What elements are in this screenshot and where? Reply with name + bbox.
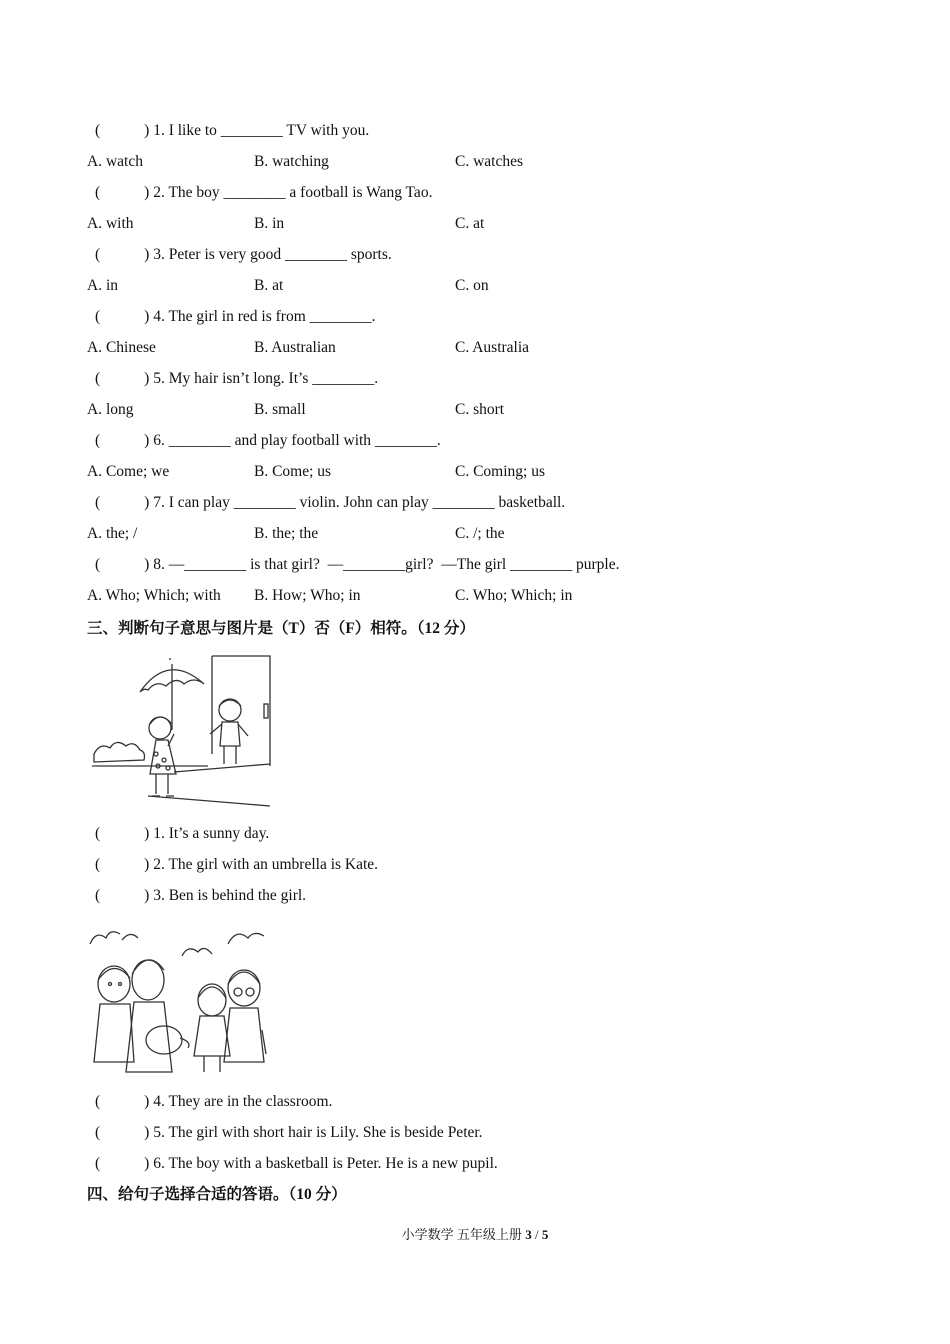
option-b[interactable]: B. Come; us xyxy=(254,463,332,480)
true-false-item xyxy=(95,824,269,844)
option-a[interactable]: A. in xyxy=(87,277,118,294)
true-false-item xyxy=(95,1092,332,1112)
answer-paren-open[interactable]: ( xyxy=(95,246,101,263)
section-3-heading: 三、判断句子意思与图片是（T）否（F）相符。（12 分） xyxy=(87,620,475,637)
answer-paren-close: ) xyxy=(144,556,150,573)
option-a[interactable]: A. long xyxy=(87,401,134,418)
question-stem xyxy=(95,431,441,451)
question-text: 1. I like to ________ TV with you. xyxy=(153,122,370,139)
answer-paren-open[interactable]: ( xyxy=(95,308,101,325)
answer-paren-close: ) xyxy=(144,370,150,387)
option-a[interactable]: A. Who; Which; with xyxy=(87,587,221,604)
footer-page-number: 3 xyxy=(525,1227,532,1242)
question-text: 7. I can play ________ violin. John can play ________ basketball. xyxy=(153,494,566,511)
option-a[interactable]: A. the; / xyxy=(87,525,138,542)
option-b[interactable]: B. small xyxy=(254,401,306,418)
answer-paren-close: ) xyxy=(144,1124,154,1141)
option-c[interactable]: C. watches xyxy=(455,153,524,170)
option-a[interactable]: A. with xyxy=(87,215,134,232)
option-c[interactable]: C. Who; Which; in xyxy=(455,587,573,604)
answer-paren-open[interactable]: ( xyxy=(95,556,101,573)
true-false-item xyxy=(95,886,306,906)
answer-paren-open[interactable]: ( xyxy=(95,432,101,449)
question-text: 4. The girl in red is from ________. xyxy=(153,308,376,325)
option-b[interactable]: B. at xyxy=(254,277,284,294)
statement-text: 6. The boy with a basketball is Peter. He is a new pupil. xyxy=(153,1155,498,1172)
page-footer xyxy=(0,1226,950,1244)
option-b[interactable]: B. in xyxy=(254,215,285,232)
statement-text: 3. Ben is behind the girl. xyxy=(153,887,307,904)
illustration-children-scene xyxy=(86,922,272,1074)
answer-paren-close: ) xyxy=(144,494,150,511)
statement-text: 2. The girl with an umbrella is Kate. xyxy=(153,856,379,873)
option-b[interactable]: B. the; the xyxy=(254,525,319,542)
answer-paren-close: ) xyxy=(144,1155,154,1172)
footer-subject: 小学数学 五年级上册 xyxy=(401,1227,526,1242)
answer-paren-open[interactable]: ( xyxy=(95,494,101,511)
answer-paren-close: ) xyxy=(144,825,154,842)
answer-paren-open[interactable]: ( xyxy=(95,887,101,904)
answer-paren-close: ) xyxy=(144,856,154,873)
question-stem xyxy=(95,121,369,141)
question-text: 8. —________ is that girl? —________girl? —The girl ________ purple. xyxy=(153,556,620,573)
statement-text: 5. The girl with short hair is Lily. She is beside Peter. xyxy=(153,1124,483,1141)
question-stem xyxy=(95,307,376,327)
question-text: 6. ________ and play football with ________. xyxy=(153,432,441,449)
option-a[interactable]: A. Chinese xyxy=(87,339,156,356)
question-text: 2. The boy ________ a football is Wang Tao. xyxy=(153,184,433,201)
answer-paren-close: ) xyxy=(144,1093,154,1110)
true-false-item xyxy=(95,1154,498,1174)
footer-separator: / xyxy=(531,1227,542,1242)
answer-paren-close: ) xyxy=(144,887,154,904)
answer-paren-close: ) xyxy=(144,308,150,325)
answer-paren-open[interactable]: ( xyxy=(95,825,101,842)
statement-text: 4. They are in the classroom. xyxy=(153,1093,333,1110)
option-c[interactable]: C. short xyxy=(455,401,505,418)
answer-paren-close: ) xyxy=(144,246,150,263)
footer-total-pages: 5 xyxy=(541,1227,549,1242)
option-c[interactable]: C. on xyxy=(455,277,489,294)
answer-paren-open[interactable]: ( xyxy=(95,856,101,873)
question-stem xyxy=(95,183,432,203)
option-c[interactable]: C. Australia xyxy=(455,339,530,356)
question-stem xyxy=(95,555,619,575)
answer-paren-close: ) xyxy=(144,122,150,139)
answer-paren-open[interactable]: ( xyxy=(95,1155,101,1172)
question-text: 3. Peter is very good ________ sports. xyxy=(153,246,392,263)
statement-text: 1. It’s a sunny day. xyxy=(153,825,270,842)
answer-paren-open[interactable]: ( xyxy=(95,370,101,387)
section-4-heading: 四、给句子选择合适的答语。（10 分） xyxy=(87,1186,347,1203)
option-b[interactable]: B. How; Who; in xyxy=(254,587,361,604)
answer-paren-open[interactable]: ( xyxy=(95,122,101,139)
true-false-item xyxy=(95,855,378,875)
answer-paren-close: ) xyxy=(144,432,150,449)
question-stem xyxy=(95,493,565,513)
question-stem xyxy=(95,369,378,389)
answer-paren-open[interactable]: ( xyxy=(95,1093,101,1110)
question-stem xyxy=(95,245,392,265)
option-b[interactable]: B. watching xyxy=(254,153,329,170)
option-b[interactable]: B. Australian xyxy=(254,339,336,356)
option-c[interactable]: C. Coming; us xyxy=(455,463,546,480)
option-a[interactable]: A. Come; we xyxy=(87,463,170,480)
option-a[interactable]: A. watch xyxy=(87,153,143,170)
true-false-item xyxy=(95,1123,483,1143)
illustration-umbrella-scene xyxy=(88,654,272,810)
answer-paren-open[interactable]: ( xyxy=(95,1124,101,1141)
answer-paren-close: ) xyxy=(144,184,150,201)
option-c[interactable]: C. at xyxy=(455,215,485,232)
option-c[interactable]: C. /; the xyxy=(455,525,505,542)
answer-paren-open[interactable]: ( xyxy=(95,184,101,201)
question-text: 5. My hair isn’t long. It’s ________. xyxy=(153,370,379,387)
